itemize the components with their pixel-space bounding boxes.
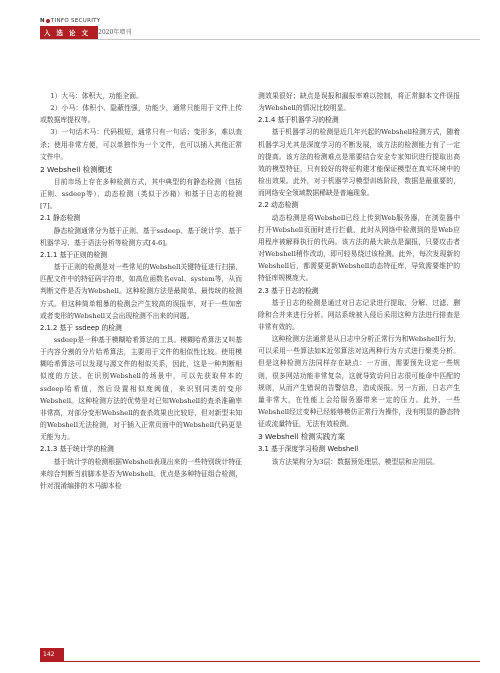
paragraph: 动态检测是将Webshell已经上传到Web服务器，在浏览器中打开Webshell页面时进行拦截，此时从网络中检测到的是Web应用程序被解释执行的代码。该方法的最大缺点是漏报，只要攻击者对Webshell稍作改动，即可轻易绕过该检测。此外，每次发现新的Webshell后，都需要更新Webshell动态特征库，导致需要维护的特征库规模庞大。 — [258, 213, 460, 283]
subsubsection-heading: 2.1.4 基于机器学习的检测 — [258, 116, 339, 125]
issue-label: 2020年增刊 — [98, 29, 132, 36]
journal-logo: N TINFO SECURITY — [40, 18, 101, 24]
page-header — [40, 18, 480, 58]
list-item: 2）小马：体积小、隐蔽性强，功能少，通常只能用于文件上传或数据库提权等。 — [40, 104, 242, 125]
section-heading: 2 Webshell 检测概述 — [40, 164, 113, 174]
section-label: 入选论文 — [40, 26, 98, 39]
paragraph-continuation: 测效果很好；缺点是误报和漏报率难以控制，将正常脚本文件误报为Webshell的情况比较明显。 — [258, 92, 460, 113]
paragraph: ssdeep是一种基于模糊哈希算法的工具。模糊哈希算法又叫基于内容分割的分片哈希算法，主要用于文件的相似性比较。使用模糊哈希算法可以发现与源文件的相似关系，因此，这是一种判断相似度的方法。在识别Webshell的场景中，可以先获取样本的ssdeep哈希值，然后设置相似度阈值，来识别同类的变形Webshell。这种检测方法的优势是对已知Webshell的查杀准确率非常高，对部分变形Webshell的查杀效果也比较好，但对新型未知的Webshell无法检测，对于插入正常页面中的Webshell代码更是无能为力。 — [40, 335, 242, 442]
paragraph: 基于正则的检测是对一些常见的Webshell关键特征进行扫描，匹配文件中的特征码字符串，如高危函数名eval、system等，从而判断文件是否为Webshell。这种检测方法是最简单、最传统的检测方式。但这种简单粗暴的检测会产生较高的误报率，对于一些加密或者变形的Webshell又会出现检测不出来的问题。 — [40, 263, 242, 320]
header-divider — [40, 39, 480, 40]
paragraph: 这种检测方法通常是从日志中分析正常行为和Webshell行为，可以采用一些算法如K近邻算法对这两种行为方式进行聚类分析。但是这种检测方法同样存在缺点：一方面，需要预先设定一些规则，很多网站功能非常复杂，这就导致访问日志很可能命中匹配的规则，从而产生错误的告警信息，造成误报。另一方面，日志产生量非常大，在性能上会给服务器带来一定的压力。此外，一些Webshell经过变种已经能够模仿正常行为操作，没有明显的静态特征或流量特征，无法有效检测。 — [258, 335, 460, 429]
right-column — [258, 90, 460, 468]
logo-dot-icon — [46, 19, 50, 23]
subsection-heading: 3.1 基于深度学习检测 Webshell — [258, 445, 359, 454]
paragraph: 静态检测通常分为基于正则、基于ssdeep、基于统计学、基于机器学习、基于语法分析等检测方式[4-6]。 — [40, 226, 242, 247]
paragraph: 基于日志的检测是通过对日志记录进行提取、分解、过滤、删除和合并来进行分析。网站系统被入侵后采用这种方法进行排查是非常有效的。 — [258, 298, 460, 331]
list-item: 1）大马：体积大，功能全面。 — [50, 92, 143, 100]
paragraph: 该方法架构分为3层：数据预处理层、模型层和应用层。 — [271, 457, 440, 466]
subsection-heading: 2.1 静态检测 — [40, 214, 81, 223]
footer-divider — [64, 661, 480, 662]
paragraph: 目前市场上存在多种检测方式，其中典型的有静态检测（包括正则、ssdeep等）、动态检测（类似于沙箱）和基于日志的检测[7]。 — [40, 177, 242, 211]
paragraph: 基于机器学习的检测是近几年兴起的Webshell检测方式，随着机器学习尤其是深度学习的不断发展，该方法的检测能力有了一定的提高。该方法的检测难点是需要结合安全专家知识进行提取出高效的模型特征，只有较好的特征构建才能保证模型在真实环境中的检出效果。此外，对于机器学习模型训练阶段，数据是最重要的，而网络安全领域数据稀缺是普遍现象。 — [258, 128, 460, 198]
list-item: 3）一句话木马：代码极短，通常只有一句话；变形多，难以查杀；使用非常方便，可以单独作为一个文件，也可以插入其他正常文件中。 — [40, 128, 242, 161]
paragraph: 基于统计学的检测根据Webshell表现出来的一些特别统计特征来综合判断当前脚本是否为Webshell。优点是多种特征组合检测，针对混淆编排的木马脚本检 — [40, 457, 242, 490]
left-column — [40, 90, 242, 492]
subsubsection-heading: 2.1.2 基于 ssdeep 的检测 — [40, 323, 122, 332]
subsubsection-heading: 2.1.1 基于正则的检测 — [40, 250, 108, 259]
page-number: 142 — [40, 648, 64, 662]
subsection-heading: 2.2 动态检测 — [258, 201, 299, 210]
subsection-heading: 2.3 基于日志的检测 — [258, 286, 319, 295]
section-heading: 3 Webshell 检测实践方案 — [258, 432, 346, 442]
subsubsection-heading: 2.1.3 基于统计学的检测 — [40, 445, 114, 454]
